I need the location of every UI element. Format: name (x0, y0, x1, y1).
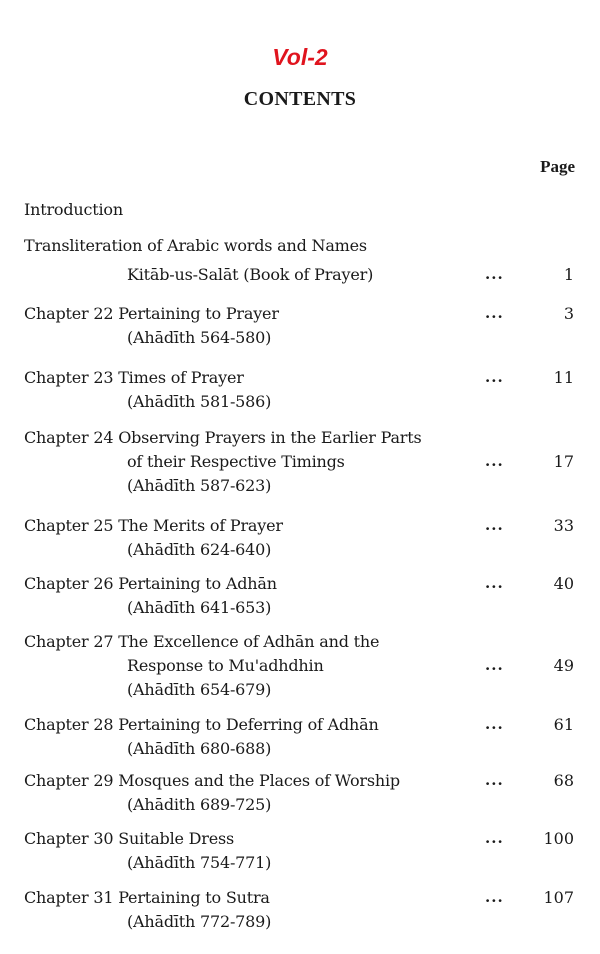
toc-entry-title: Chapter 30 Suitable Dress (24, 829, 235, 848)
toc-entry-title: Chapter 22 Pertaining to Prayer (24, 304, 279, 323)
toc-entry-subline: (Ahādīth 772-789) (127, 912, 272, 931)
toc-entry-title: Chapter 29 Mosques and the Places of Worship (24, 771, 400, 790)
toc-leader-dots: ... (485, 265, 504, 283)
toc-page-number: 1 (563, 265, 574, 284)
toc-entry-subline: (Ahādīth 587-623) (127, 476, 272, 495)
toc-entry-subline: of their Respective Timings (127, 452, 345, 471)
toc-entry-subline: (Ahādīth 564-580) (127, 328, 272, 347)
toc-page-number: 40 (553, 574, 574, 593)
toc-entry-title: Chapter 27 The Excellence of Adhān and the (24, 632, 380, 651)
toc-introduction: Introduction (24, 200, 123, 219)
toc-leader-dots: ... (485, 829, 504, 847)
contents-title: CONTENTS (243, 88, 357, 110)
toc-leader-dots: ... (485, 656, 504, 674)
toc-entry-subline: (Ahādīth 581-586) (127, 392, 272, 411)
toc-entry-title: Chapter 26 Pertaining to Adhān (24, 574, 277, 593)
toc-page-number: 100 (543, 829, 574, 848)
toc-page-number: 107 (543, 888, 574, 907)
toc-entry-subline: (Ahādith 689-725) (127, 795, 272, 814)
toc-page-number: 68 (553, 771, 574, 790)
toc-entry-title: Chapter 24 Observing Prayers in the Earlier Parts (24, 428, 422, 447)
toc-entry-subline: (Ahādīth 680-688) (127, 739, 272, 758)
toc-leader-dots: ... (485, 888, 504, 906)
toc-entry-title: Chapter 28 Pertaining to Deferring of Adhān (24, 715, 379, 734)
toc-leader-dots: ... (485, 771, 504, 789)
toc-entry-title: Chapter 23 Times of Prayer (24, 368, 244, 387)
toc-entry-subline: (Ahādīth 641-653) (127, 598, 272, 617)
toc-leader-dots: ... (485, 368, 504, 386)
toc-transliteration: Transliteration of Arabic words and Names (24, 236, 367, 255)
toc-entry-title: Kitāb-us-Salāt (Book of Prayer) (127, 265, 374, 284)
toc-page-number: 49 (553, 656, 574, 675)
toc-page-number: 61 (553, 715, 574, 734)
toc-leader-dots: ... (485, 574, 504, 592)
toc-page-number: 33 (553, 516, 574, 535)
toc-entry-title: Chapter 25 The Merits of Prayer (24, 516, 283, 535)
toc-leader-dots: ... (485, 715, 504, 733)
page-column-header: Page (540, 157, 575, 176)
toc-entry-title: Chapter 31 Pertaining to Sutra (24, 888, 270, 907)
toc-entry-subline: (Ahādīth 624-640) (127, 540, 272, 559)
toc-entry-subline: (Ahādīth 654-679) (127, 680, 272, 699)
toc-entry-subline: Response to Mu'adhdhin (127, 656, 324, 675)
toc-page-number: 3 (563, 304, 574, 323)
toc-page-number: 17 (553, 452, 574, 471)
toc-page-number: 11 (553, 368, 574, 387)
toc-leader-dots: ... (485, 452, 504, 470)
volume-label: Vol-2 (272, 44, 328, 70)
toc-leader-dots: ... (485, 516, 504, 534)
toc-entry-subline: (Ahādīth 754-771) (127, 853, 272, 872)
toc-leader-dots: ... (485, 304, 504, 322)
